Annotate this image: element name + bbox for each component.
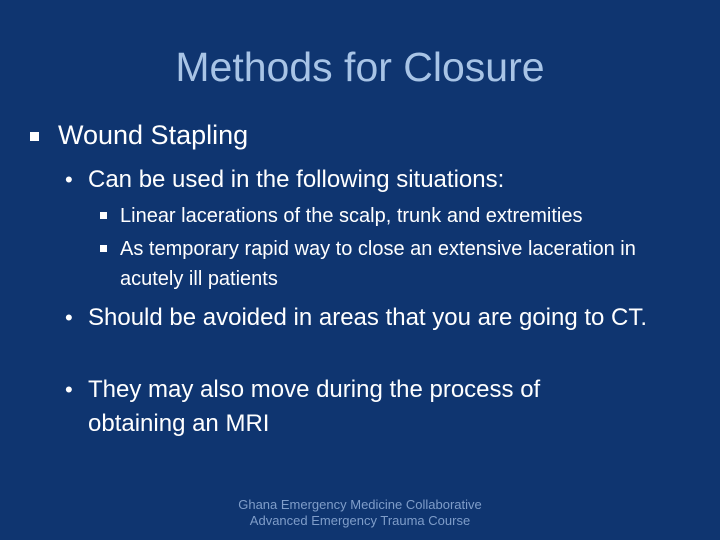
bullet-dot-icon: • [65,377,73,402]
square-bullet-icon [100,212,107,219]
sub-bullet-item [120,201,700,231]
footer-line: Advanced Emergency Trauma Course [249,513,471,528]
footer [0,497,720,529]
footer-line: Ghana Emergency Medicine Collaborative [238,497,482,512]
square-bullet-icon [30,132,39,141]
bullet-item [65,373,638,441]
bullet-item [65,163,688,197]
square-bullet-icon [100,245,107,252]
bullet-item [65,301,678,335]
bullet-text: They may also move during the process of obtaining an MRI [88,376,541,437]
bullet-dot-icon: • [65,167,73,192]
sub-bullet-text: Linear lacerations of the scalp, trunk and extremities [120,205,583,227]
sub-bullet-item [120,234,650,294]
level1-text: Wound Stapling [58,120,249,150]
sub-bullet-text: As temporary rapid way to close an extensive laceration in acutely ill patients [120,238,636,290]
bullet-dot-icon: • [65,305,73,330]
bullet-text: Should be avoided in areas that you are going to CT. [88,304,648,331]
slide-title: Methods for Closure [175,44,545,90]
bullet-text: Can be used in the following situations: [88,166,505,193]
